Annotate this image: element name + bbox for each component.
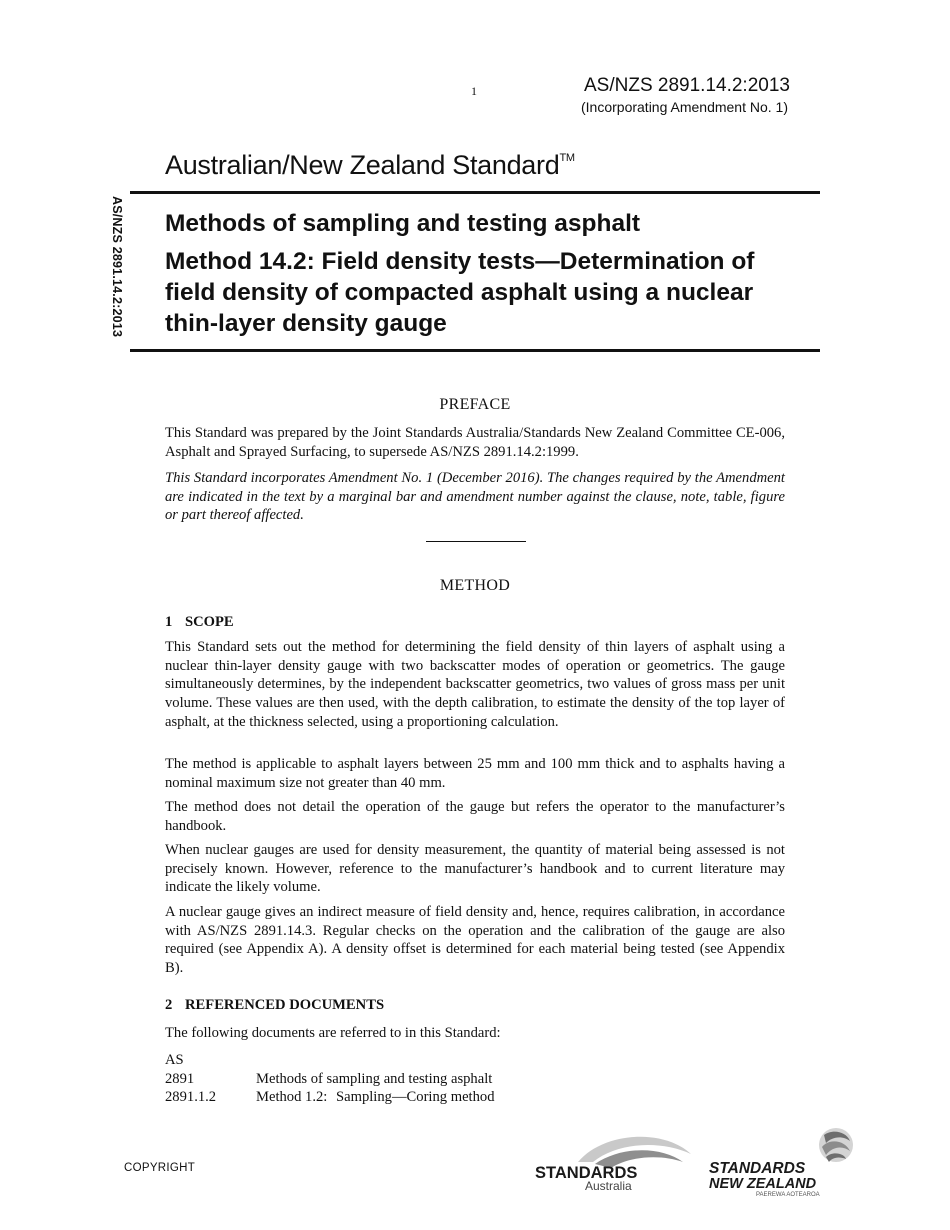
scope-title: SCOPE [185, 614, 234, 630]
method-heading: METHOD [439, 577, 511, 594]
references-heading [165, 997, 384, 1014]
scope-paragraph-5: A nuclear gauge gives an indirect measure of field density and, hence, requires calibration, in accordance with AS/NZS 2891.14.3. Regular checks on the operation and the calibration of the gauge are also required (see Appendix A). A density offset is determined for each material being tested (see Appendix B). [165, 904, 785, 977]
snz-logo-line3: PAEREWA AOTEAROA [756, 1192, 820, 1197]
reference-code: 2891.1.2 [165, 1089, 217, 1105]
reference-title: Sampling—Coring method [336, 1089, 495, 1105]
scope-heading [165, 614, 234, 631]
section-divider [426, 541, 526, 542]
main-title-line2: Method 14.2: Field density tests—Determination of field density of compacted asphalt using a nuclear thin-layer density gauge [165, 248, 755, 337]
references-number: 2 [165, 997, 173, 1013]
references-intro: The following documents are referred to in this Standard: [165, 1025, 501, 1041]
title-rule-bottom [130, 349, 820, 352]
scope-paragraph-2: The method is applicable to asphalt layers between 25 mm and 100 mm thick and to asphalts having a nominal maximum size not greater than 40 mm. [165, 756, 785, 791]
snz-logo-line1: STANDARDS [709, 1160, 806, 1177]
sa-logo-line1: STANDARDS [535, 1164, 638, 1182]
sa-logo-line2: Australia [585, 1179, 632, 1193]
standards-australia-logo [533, 1128, 693, 1194]
reference-code: 2891 [165, 1071, 195, 1087]
preface-heading: PREFACE [439, 396, 511, 413]
reference-title: Methods of sampling and testing asphalt [256, 1071, 493, 1087]
side-document-label: AS/NZS 2891.14.2:2013 [110, 196, 124, 338]
series-title [165, 150, 575, 181]
reference-method: Method 1.2: [256, 1089, 328, 1105]
reference-item [165, 1088, 495, 1106]
copyright-label: COPYRIGHT [124, 1162, 196, 1174]
page-number: 1 [471, 84, 477, 98]
title-rule-top [130, 191, 820, 194]
preface-amendment-paragraph: This Standard incorporates Amendment No. 1 (December 2016). The changes required by the Amendment are indicated in the text by a marginal bar and amendment number against the clause, note, table, figure or part thereof affected. [165, 470, 785, 524]
main-title-line1: Methods of sampling and testing asphalt [165, 210, 641, 237]
series-title-text: Australian/New Zealand Standard [165, 150, 560, 180]
standards-new-zealand-logo [708, 1125, 858, 1197]
references-title: REFERENCED DOCUMENTS [185, 997, 385, 1013]
trademark-mark: TM [559, 152, 575, 164]
scope-paragraph-3: The method does not detail the operation of the gauge but refers the operator to the manufacturer’s handbook. [165, 799, 785, 834]
amendment-note: (Incorporating Amendment No. 1) [581, 99, 788, 115]
scope-number: 1 [165, 614, 173, 630]
scope-paragraph-1: This Standard sets out the method for determining the field density of thin layers of asphalt using a nuclear thin-layer density gauge with two backscatter modes of operation or geometrics. The gauge simultaneously determines, by the independent backscatter geometrics, two values of gross mass per unit volume. These values are then used, with the depth calibration, to estimate the density of the top layer of asphalt, at the thickness selected, using a proportioning calculation. [165, 639, 785, 730]
references-group: AS [165, 1052, 184, 1068]
reference-item [165, 1070, 492, 1088]
main-title [165, 208, 805, 339]
snz-logo-line2: NEW ZEALAND [709, 1176, 817, 1192]
scope-paragraph-4: When nuclear gauges are used for density measurement, the quantity of material being assessed is not precisely known. However, reference to the manufacturer’s handbook and to current literature may indicate the likely volume. [165, 842, 785, 896]
document-id: AS/NZS 2891.14.2:2013 [584, 75, 790, 96]
preface-paragraph: This Standard was prepared by the Joint Standards Australia/Standards New Zealand Committee CE-006, Asphalt and Sprayed Surfacing, to supersede AS/NZS 2891.14.2:1999. [165, 425, 785, 460]
